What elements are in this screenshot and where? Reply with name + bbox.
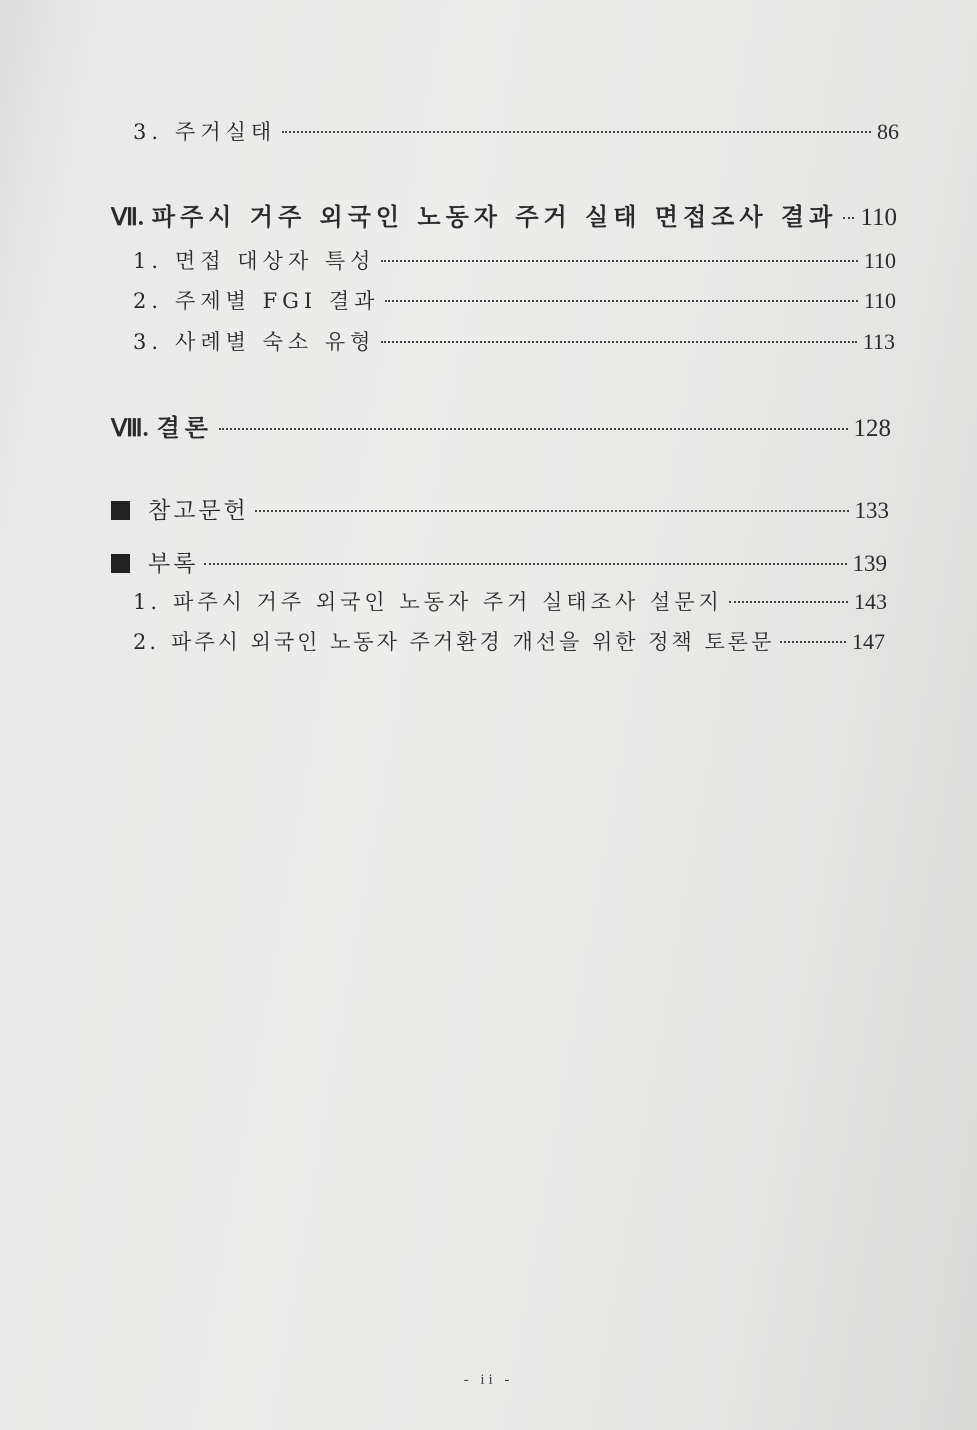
toc-entry-number: 1. bbox=[133, 590, 162, 614]
toc-chapter-number: Ⅶ. bbox=[111, 205, 144, 231]
dot-leader bbox=[204, 563, 846, 565]
toc-entry bbox=[133, 586, 887, 616]
toc-entry-number: 2. bbox=[133, 289, 164, 313]
toc-entry-title: 사례별 숙소 유형 bbox=[175, 330, 376, 354]
dot-leader bbox=[385, 300, 857, 302]
square-bullet-icon bbox=[111, 501, 130, 520]
toc-entry-title: 주제별 FGI 결과 bbox=[175, 289, 380, 313]
toc-chapter-title: 파주시 거주 외국인 노동자 주거 실태 면접조사 결과 bbox=[151, 202, 838, 231]
toc-entry-page: 147 bbox=[852, 629, 885, 654]
toc-entry bbox=[133, 626, 885, 656]
dot-leader bbox=[255, 510, 849, 512]
toc-entry-title: 주거실태 bbox=[175, 120, 277, 144]
toc-section bbox=[111, 545, 887, 578]
toc-entry-title: 면접 대상자 특성 bbox=[175, 249, 376, 273]
page-number-footer: - ii - bbox=[463, 1372, 514, 1388]
toc-entry bbox=[133, 245, 896, 275]
toc-chapter bbox=[111, 197, 897, 232]
dot-leader bbox=[729, 601, 848, 603]
toc-entry-page: 143 bbox=[854, 589, 887, 614]
toc-chapter-number: Ⅷ. bbox=[111, 416, 149, 442]
toc-entry-page: 113 bbox=[862, 329, 895, 354]
toc-entry-page: 110 bbox=[863, 248, 896, 273]
square-bullet-icon bbox=[111, 554, 130, 573]
toc-entry-title: 파주시 외국인 노동자 주거환경 개선을 위한 정책 토론문 bbox=[171, 630, 775, 654]
toc-chapter-page: 110 bbox=[860, 204, 897, 231]
toc-section bbox=[111, 492, 889, 525]
toc-entry-title: 파주시 거주 외국인 노동자 주거 실태조사 설문지 bbox=[173, 590, 723, 614]
toc-entry-number: 3. bbox=[133, 330, 164, 354]
toc-entry-number: 2. bbox=[133, 630, 160, 654]
toc-entry bbox=[133, 116, 899, 146]
toc-entry bbox=[133, 326, 895, 356]
toc-chapter-title: 결론 bbox=[156, 413, 213, 442]
toc-entry-number: 3. bbox=[133, 120, 164, 144]
dot-leader bbox=[780, 641, 846, 643]
toc-chapter bbox=[111, 408, 891, 443]
toc-entry-page: 86 bbox=[877, 119, 899, 144]
toc-chapter-page: 128 bbox=[853, 415, 891, 442]
dot-leader bbox=[843, 217, 854, 219]
toc-entry-number: 1. bbox=[133, 249, 164, 273]
toc-section-title: 참고문헌 bbox=[148, 498, 249, 524]
toc-section-page: 133 bbox=[854, 498, 889, 523]
toc-entry bbox=[133, 285, 896, 315]
toc-entry-page: 110 bbox=[863, 288, 896, 313]
dot-leader bbox=[282, 131, 871, 133]
dot-leader bbox=[381, 260, 857, 262]
dot-leader bbox=[219, 428, 848, 430]
toc-section-page: 139 bbox=[852, 551, 887, 576]
dot-leader bbox=[381, 341, 856, 343]
toc-section-title: 부록 bbox=[148, 551, 199, 577]
